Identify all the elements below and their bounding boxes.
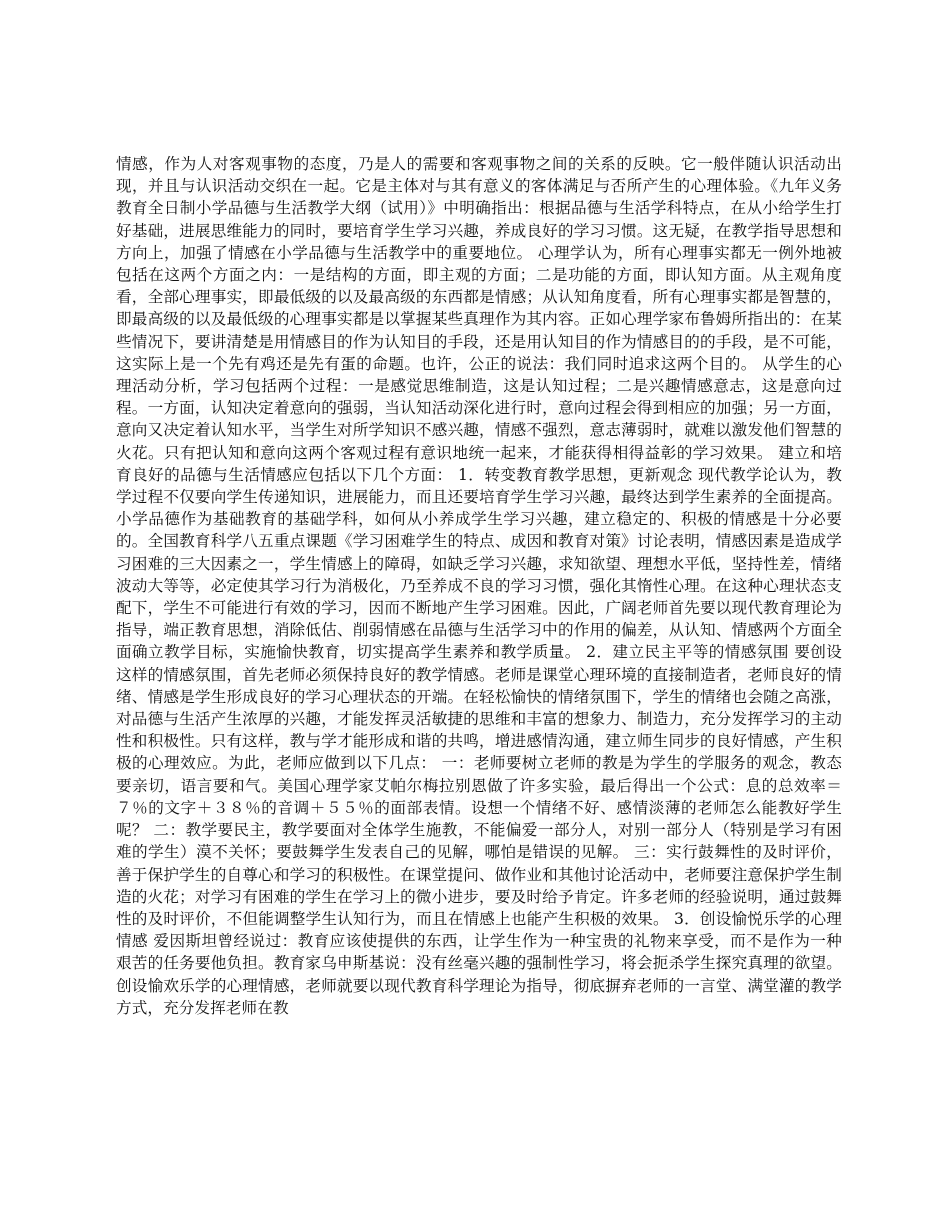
body-text: 情感，作为人对客观事物的态度，乃是人的需要和客观事物之间的关系的反映。它一般伴随认识活动出现，并且与认识活动交织在一起。它是主体对与其有意义的客体满足与否所产生的心理体验。《九年义务教育全日制小学品德与生活教学大纲（试用）》中明确指出：根据品德与生活学科特点，在从小给学生打好基础，进展思维能力的同时，要培育学生学习兴趣，养成良好的学习习惯。这无疑，在教学指导思想和方向上，加强了情感在小学品德与生活教学中的重要地位。 心理学认为，所有心理事实都无一例外地被包括在这两个方面之内：一是结构的方面，即主观的方面；二是功能的方面，即认知方面。从主观角度看，全部心理事实，即最低级的以及最高级的东西都是情感；从认知角度看，所有心理事实都是智慧的，即最高级的以及最低级的心理事实都是以掌握某些真理作为其内容。正如心理学家布鲁姆所指出的：在某些情况下，要讲清楚是用情感目的作为认知目的手段，还是用认知目的作为情感目的的手段，是不可能，这实际上是一个先有鸡还是先有蛋的命题。也许，公正的说法：我们同时追求这两个目的。 从学生的心理活动分析，学习包括两个过程：一是感觉思维制造，这是认知过程；二是兴趣情感意志，这是意向过程。一方面，认知决定着意向的强弱，当认知活动深化进行时，意向过程会得到相应的加强；另一方面，意向又决定着认知水平，当学生对所学知识不感兴趣，情感不强烈，意志薄弱时，就难以激发他们智慧的火花。只有把认知和意向这两个客观过程有意识地统一起来，才能获得相得益彰的学习效果。 建立和培育良好的品德与生活情感应包括以下几个方面： 1．转变教育教学思想，更新观念 现代教学论认为，教学过程不仅要向学生传递知识，进展能力，而且还要培育学生学习兴趣，最终达到学生素养的全面提高。小学品德作为基础教育的基础学科，如何从小养成学生学习兴趣，建立稳定的、积极的情感是十分必要的。全国教育科学八五重点课题《学习困难学生的特点、成因和教育对策》讨论表明，情感因素是造成学习困难的三大因素之一，学生情感上的障碍，如缺乏学习兴趣，求知欲望、理想水平低，坚持性差，情绪波动大等等，必定使其学习行为消极化，乃至养成不良的学习习惯，强化其惰性心理。在这种心理状态支配下，学生不可能进行有效的学习，因而不断地产生学习困难。因此，广阔老师首先要以现代教育理论为指导，端正教育思想，消除低估、削弱情感在品德与生活学习中的作用的偏差，从认知、情感两个方面全面确立教学目标，实施愉快教育，切实提高学生素养和教学质量。 2．建立民主平等的情感氛围 要创设这样的情感氛围，首先老师必须保持良好的教学情感。老师是课堂心理环境的直接制造者，老师良好的情绪、情感是学生形成良好的学习心理状态的开端。在轻松愉快的情绪氛围下，学生的情绪也会随之高涨，对品德与生活产生浓厚的兴趣，才能发挥灵活敏捷的思维和丰富的想象力、制造力，充分发挥学习的主动性和积极性。只有这样，教与学才能形成和谐的共鸣，增进感情沟通，建立师生同步的良好情感，产生积极的心理效应。为此，老师应做到以下几点： 一：老师要树立老师的教是为学生的学服务的观念，教态要亲切，语言要和气。美国心理学家艾帕尔梅拉别恩做了许多实验，最后得出一个公式：息的总效率＝７％的文字＋３８％的音调＋５５％的面部表情。设想一个情绪不好、感情淡薄的老师怎么能教好学生呢？ 二：教学要民主，教学要面对全体学生施教，不能偏爱一部分人，对别一部分人（特别是学习有困难的学生）漠不关怀；要鼓舞学生发表自己的见解，哪怕是错误的见解。 三：实行鼓舞性的及时评价，善于保护学生的自尊心和学习的积极性。在课堂提问、做作业和其他讨论活动中，老师要注意保护学生制造的火花；对学习有困难的学生在学习上的微小进步，要及时给予肯定。许多老师的经验说明，通过鼓舞性的及时评价，不但能调整学生认知行为，而且在情感上也能产生积极的效果。 3．创设愉悦乐学的心理情感 爱因斯坦曾经说过：教育应该使提供的东西，让学生作为一种宝贵的礼物来享受，而不是作为一种艰苦的任务要他负担。教育家乌申斯基说：没有丝毫兴趣的强制性学习，将会扼杀学生探究真理的欲望。创设愉欢乐学的心理情感，老师就要以现代教育科学理论为指导，彻底摒弃老师的一言堂、满堂灌的教学方式，充分发挥老师在教 [116,155,842,1017]
document-page [116,153,842,1019]
